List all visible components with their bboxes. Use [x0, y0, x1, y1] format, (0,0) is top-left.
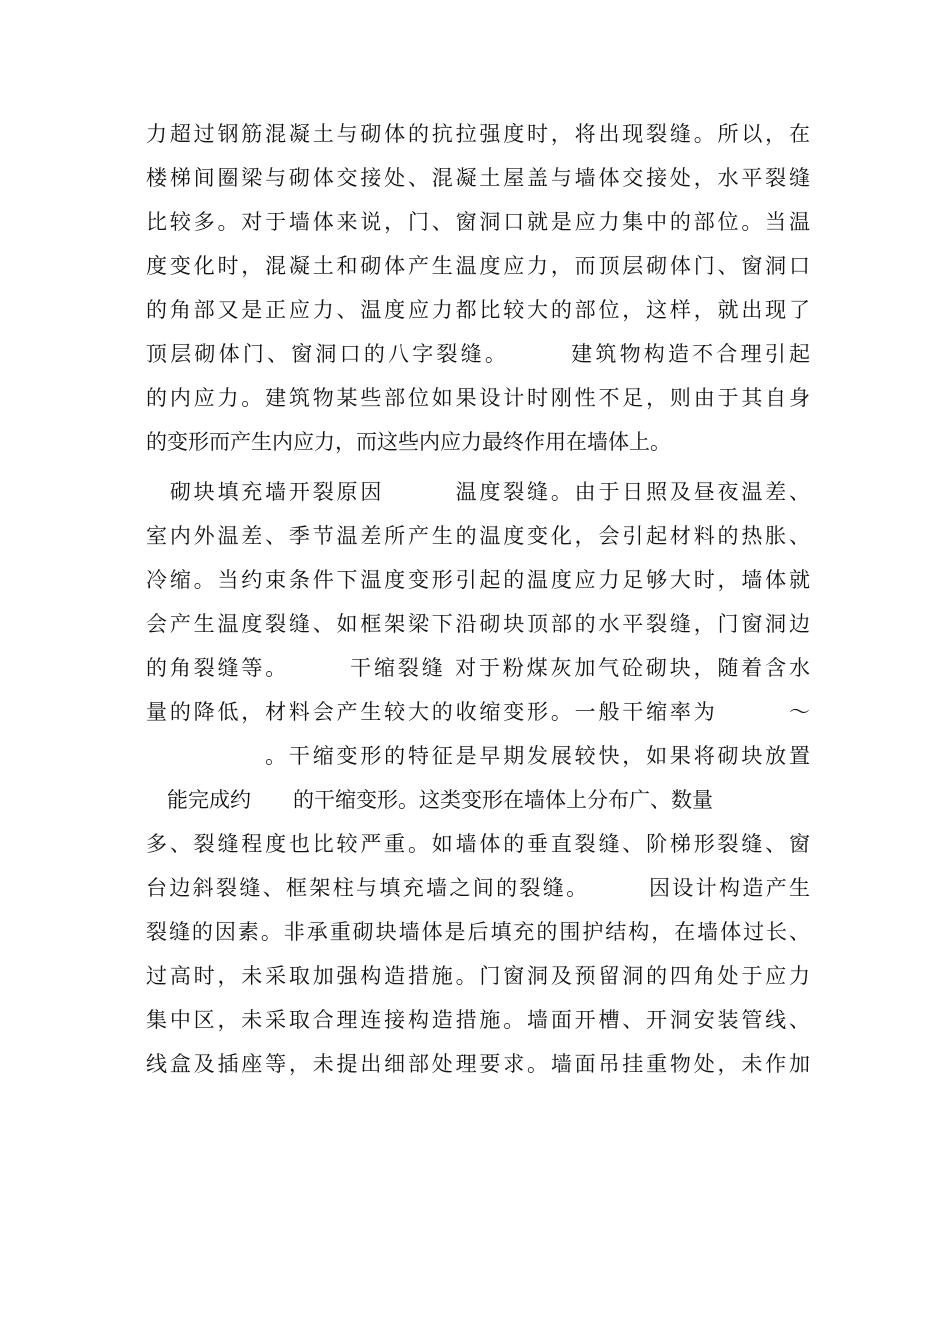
text-line: 集中区，未采取合理连接构造措施。墙面开槽、开洞安装管线、 — [146, 1008, 810, 1032]
text-line: 比较多。对于墙体来说，门、窗洞口就是应力集中的部位。当温 — [146, 210, 810, 234]
text-line: 。干缩变形的特征是早期发展较快，如果将砌块放置 — [146, 744, 810, 768]
text-line: 砌块填充墙开裂原因 温度裂缝。由于日照及昼夜温差、 — [146, 480, 810, 504]
text-line: 会产生温度裂缝、如框架梁下沿砌块顶部的水平裂缝，门窗洞边 — [146, 612, 810, 636]
text-line: 能完成约 的干缩变形。这类变形在墙体上分布广、数量 — [146, 788, 713, 812]
text-line: 台边斜裂缝、框架柱与填充墙之间的裂缝。 因设计构造产生 — [146, 876, 810, 900]
text-line: 量的降低，材料会产生较大的收缩变形。一般干缩率为 ～ — [146, 700, 810, 724]
body-text — [146, 112, 810, 1086]
text-line: 度变化时，混凝土和砌体产生温度应力，而顶层砌体门、窗洞口 — [146, 254, 810, 278]
text-line: 的角裂缝等。 干缩裂缝 对于粉煤灰加气砼砌块，随着含水 — [146, 656, 810, 680]
text-line: 冷缩。当约束条件下温度变形引起的温度应力足够大时，墙体就 — [146, 568, 810, 592]
text-line: 的角部又是正应力、温度应力都比较大的部位，这样，就出现了 — [146, 298, 810, 322]
text-line: 顶层砌体门、窗洞口的八字裂缝。 建筑物构造不合理引起 — [146, 342, 810, 366]
text-line: 裂缝的因素。非承重砌块墙体是后填充的围护结构，在墙体过长、 — [146, 920, 810, 944]
text-line: 线盒及插座等，未提出细部处理要求。墙面吊挂重物处，未作加 — [146, 1052, 810, 1076]
text-line: 力超过钢筋混凝土与砌体的抗拉强度时，将出现裂缝。所以，在 — [146, 122, 810, 146]
text-line: 楼梯间圈梁与砌体交接处、混凝土屋盖与墙体交接处，水平裂缝 — [146, 166, 810, 190]
text-line: 的内应力。建筑物某些部位如果设计时刚性不足，则由于其自身 — [146, 386, 810, 410]
text-line: 的变形而产生内应力，而这些内应力最终作用在墙体上。 — [146, 430, 671, 454]
text-line: 过高时，未采取加强构造措施。门窗洞及预留洞的四角处于应力 — [146, 964, 810, 988]
text-line: 多、裂缝程度也比较严重。如墙体的垂直裂缝、阶梯形裂缝、窗 — [146, 832, 810, 856]
text-line: 室内外温差、季节温差所产生的温度变化，会引起材料的热胀、 — [146, 524, 810, 548]
